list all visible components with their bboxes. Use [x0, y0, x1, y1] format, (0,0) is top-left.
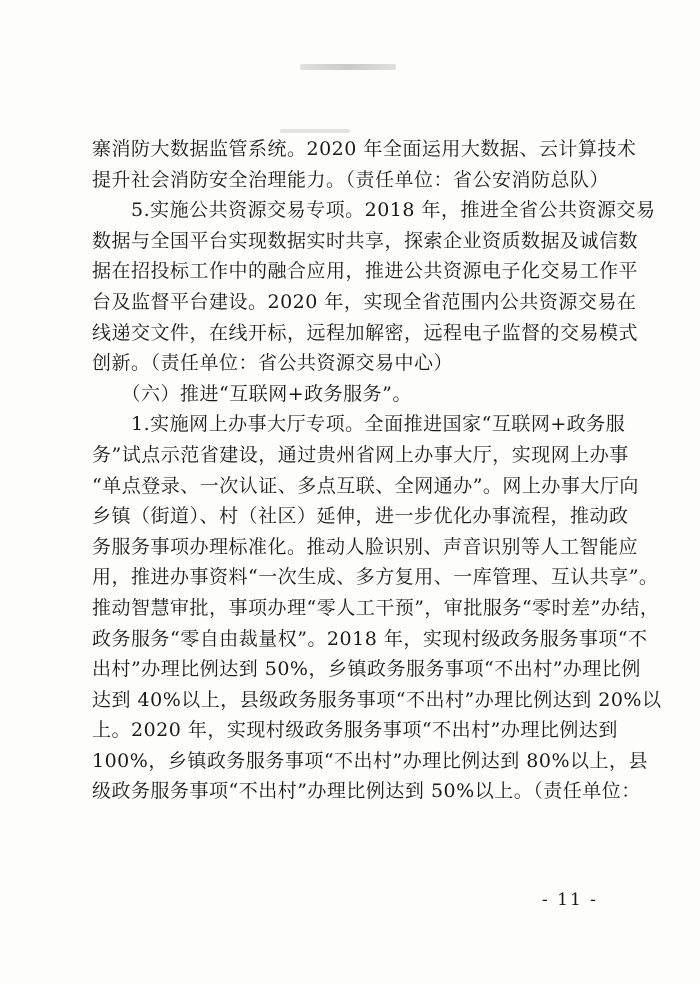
text-line-2: 提升社会消防安全治理能力。（责任单位：省公安消防总队）: [92, 168, 610, 191]
faded-header-mark-2: [280, 129, 350, 133]
text-line-5: 据在招投标工作中的融合应用，推进公共资源电子化交易工作平: [92, 260, 639, 283]
text-line-4: 数据与全国平台实现数据实时共享，探索企业资质数据及诚信数: [92, 229, 639, 252]
text-line-17: 政务服务“零自由裁量权”。2018 年，实现村级政务服务事项“不: [92, 627, 648, 650]
text-line-14: 务服务事项办理标准化。推动人脸识别、声音识别等人工智能应: [92, 535, 639, 558]
text-line-16: 推动智慧审批，事项办理“零人工干预”，审批服务“零时差”办结，: [92, 596, 660, 619]
body-text: [92, 134, 662, 807]
text-line-10: 1.实施网上办事大厅专项。全面推进国家“互联网+政务服: [92, 413, 626, 436]
text-line-13: 乡镇（街道）、村（社区）延伸，进一步优化办事流程，推动政: [92, 505, 629, 528]
page-number: - 11 -: [542, 890, 598, 910]
text-line-3: 5.实施公共资源交易专项。2018 年，推进全省公共资源交易: [92, 199, 656, 222]
text-line-22: 级政务服务事项“不出村”办理比例达到 50%以上。（责任单位：: [92, 780, 641, 803]
text-line-12: “单点登录、一次认证、多点互联、全网通办”。网上办事大厅向: [92, 474, 639, 497]
text-line-6: 台及监督平台建设。2020 年，实现全省范围内公共资源交易在: [92, 290, 637, 313]
text-line-15: 用，推进办事资料“一次生成、多方复用、一库管理、互认共享”。: [92, 566, 659, 589]
text-line-7: 线递交文件，在线开标，远程加解密，远程电子监督的交易模式: [92, 321, 639, 344]
text-line-19: 达到 40%以上，县级政务服务事项“不出村”办理比例达到 20%以: [92, 688, 662, 711]
text-line-20: 上。2020 年，实现村级政务服务事项“不出村”办理比例达到: [92, 719, 618, 742]
text-line-11: 务”试点示范省建设，通过贵州省网上办事大厅，实现网上办事: [92, 443, 629, 466]
section-heading: （六）推进“互联网+政务服务”。: [92, 382, 412, 405]
text-line-1: 寨消防大数据监管系统。2020 年全面运用大数据、云计算技术: [92, 138, 637, 160]
faded-header-mark: [300, 64, 396, 70]
text-line-21: 100%，乡镇政务服务事项“不出村”办理比例达到 80%以上，县: [92, 749, 649, 772]
text-line-18: 出村”办理比例达到 50%，乡镇政务服务事项“不出村”办理比例: [92, 658, 641, 681]
text-line-8: 创新。（责任单位：省公共资源交易中心）: [92, 352, 454, 375]
